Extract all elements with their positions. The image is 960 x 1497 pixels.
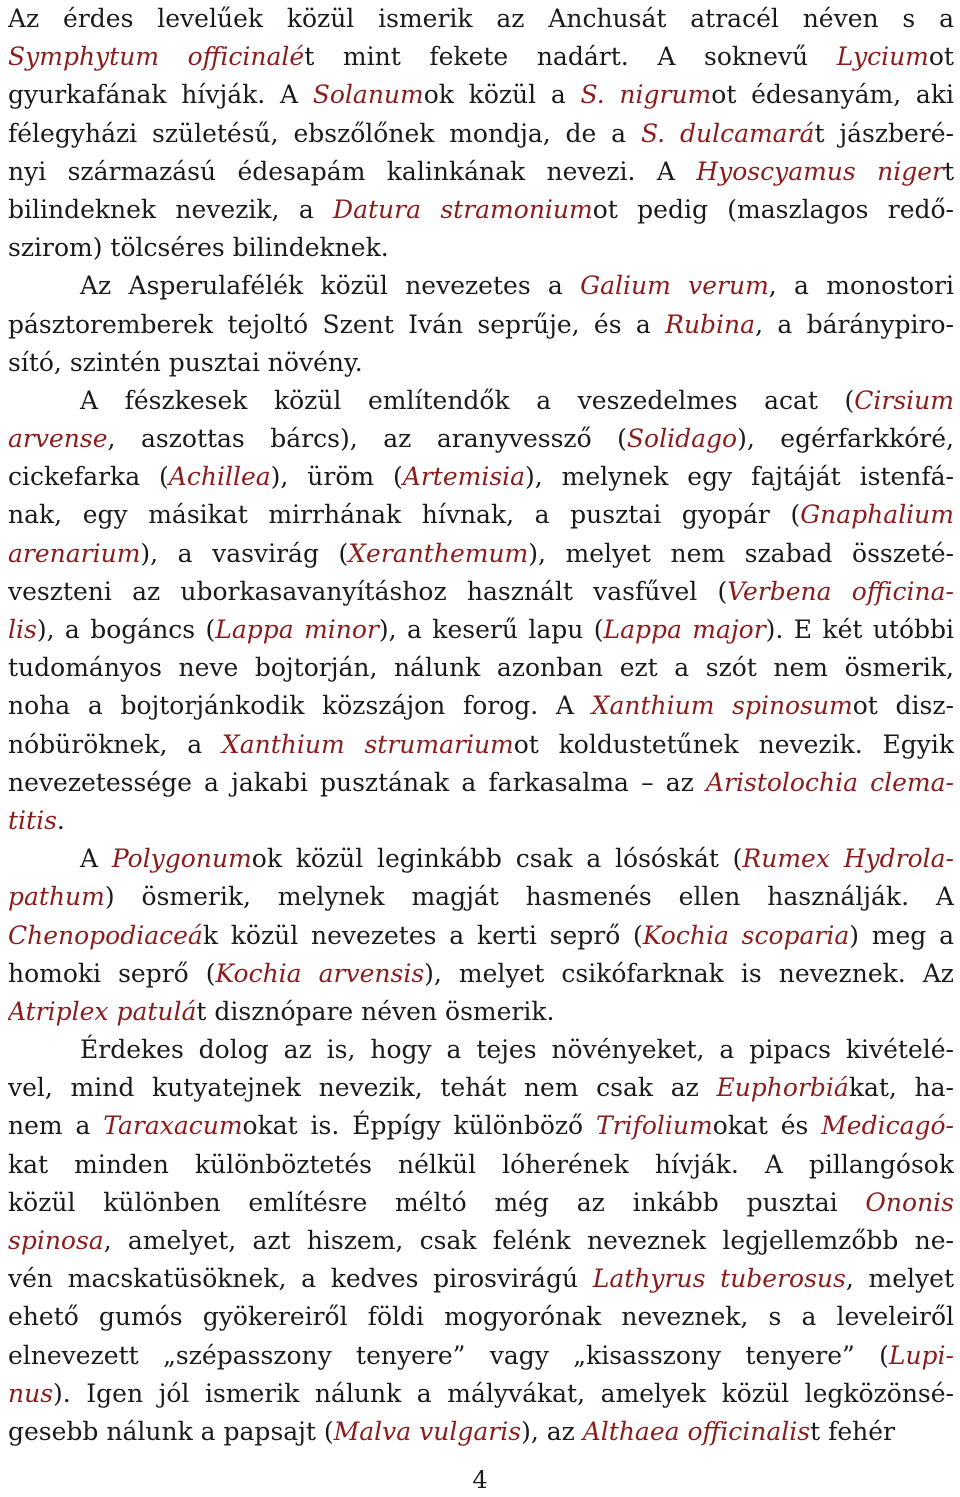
text-run: ). E két utóbbi	[765, 615, 954, 644]
text-run: ot disz-	[852, 691, 954, 721]
paragraph	[8, 840, 954, 1031]
text-run: ), melyet csikófarknak is neveznek. Az	[424, 958, 954, 988]
text-run: A fészkesek közül említendők a veszedelmes acat (	[80, 385, 855, 415]
latin-name: nus	[8, 1378, 54, 1408]
text-line	[8, 344, 954, 382]
latin-name: Symphytum officinalé	[8, 42, 305, 72]
text-line	[8, 802, 954, 840]
text-run: nyi származású édesapám kalinkának nevezi. A	[8, 156, 697, 186]
text-line	[8, 611, 954, 649]
latin-name: Trifolium	[595, 1111, 713, 1141]
document-page	[8, 0, 954, 1451]
text-run: ) ösmerik, melynek magját hasmenés ellen használják. A	[104, 882, 954, 912]
latin-name: arvense	[8, 424, 108, 454]
text-line	[8, 153, 954, 191]
latin-name: Lupi-	[888, 1340, 954, 1370]
latin-name: Xanthium strumarium	[221, 729, 514, 759]
latin-name: Chenopodiaceá	[8, 920, 203, 950]
latin-name: Malva vulgaris	[333, 1416, 522, 1446]
text-line	[8, 229, 954, 267]
text-run: t disznópare néven ösmerik.	[196, 996, 555, 1026]
text-line	[8, 1222, 954, 1260]
text-run: ). Igen jól ismerik nálunk a mályvákat, amelyek közül legközönsé-	[53, 1378, 954, 1408]
text-run: ), a bogáncs (	[36, 615, 216, 644]
latin-name: Verbena officina-	[727, 576, 954, 606]
latin-name: Xanthium spinosum	[591, 691, 853, 721]
latin-name: Cirsium	[854, 385, 954, 415]
text-line	[8, 0, 954, 38]
text-line	[8, 535, 954, 573]
text-run: , aszottas bárcs), az aranyvessző (	[107, 424, 627, 454]
text-run: nak, egy másikat mirrhának hívnak, a pusztai gyopár (	[8, 500, 801, 530]
latin-name: S. dulcamará	[640, 118, 815, 148]
text-run: cickefarka (	[8, 462, 169, 492]
text-run: félegyházi születésű, ebszőlőnek mondja, de a	[8, 118, 641, 148]
text-run: tudományos neve bojtorján, nálunk azonban ezt a szót nem ösmerik,	[8, 653, 954, 683]
latin-name: Achillea	[168, 462, 271, 492]
text-run: gyurkafának hívják. A	[8, 80, 313, 110]
text-line	[8, 458, 954, 496]
latin-name: Ononis	[865, 1187, 954, 1217]
text-line	[8, 917, 954, 955]
text-run: bilindeknek nevezik, a	[8, 194, 334, 224]
latin-name: Althaea officinalis	[582, 1416, 811, 1446]
text-run: ), a vasvirág (	[140, 538, 349, 568]
latin-name: Rumex Hydrola-	[742, 844, 954, 874]
text-run: szirom) tölcséres bilindeknek.	[8, 233, 389, 263]
text-run: sító, szintén pusztai növény.	[8, 347, 363, 377]
text-run: pásztoremberek tejoltó Szent Iván seprűje, és a	[8, 309, 666, 339]
text-line	[8, 573, 954, 611]
text-run: veszteni az uborkasavanyításhoz használt vasfűvel (	[8, 576, 728, 606]
latin-name: lis	[8, 615, 37, 644]
latin-name: Kochia arvensis	[215, 958, 425, 988]
latin-name: Medicagó-	[821, 1111, 954, 1141]
latin-name: Artemisia	[402, 462, 526, 492]
text-line	[8, 76, 954, 114]
text-line	[8, 840, 954, 878]
latin-name: Solidago	[626, 424, 738, 454]
latin-name: Rubina	[665, 309, 756, 339]
text-line	[8, 306, 954, 344]
text-run: ), melynek egy fajtáját istenfá-	[525, 462, 954, 492]
text-line	[8, 1146, 954, 1184]
latin-name: spinosa	[8, 1226, 104, 1255]
text-line	[8, 955, 954, 993]
text-run: gesebb nálunk a papsajt (	[8, 1416, 334, 1446]
latin-name: titis	[8, 805, 57, 835]
text-run: ok közül a	[423, 80, 581, 110]
latin-name: Lappa minor	[215, 615, 379, 644]
paragraph	[8, 0, 954, 267]
text-run: okat is. Éppígy különböző	[242, 1111, 596, 1141]
text-line	[8, 726, 954, 764]
text-run: ot édesanyám, aki	[711, 80, 954, 110]
text-run: ehető gumós gyökereiről földi mogyorónak neveznek, s a leveleiről	[8, 1302, 954, 1332]
latin-name: S. nigrum	[580, 80, 712, 110]
text-run: vén macskatüsöknek, a kedves pirosvirágú	[8, 1264, 593, 1294]
text-run: elnevezett „szépasszony tenyere” vagy „kisasszony tenyere” (	[8, 1340, 889, 1370]
text-run: .	[56, 805, 65, 835]
paragraph	[8, 382, 954, 840]
text-line	[8, 1107, 954, 1145]
latin-name: Lycium	[836, 42, 929, 72]
text-run: ), üröm (	[270, 462, 403, 492]
text-line	[8, 115, 954, 153]
text-line	[8, 1260, 954, 1298]
text-line	[8, 191, 954, 229]
text-line	[8, 267, 954, 305]
text-line	[8, 993, 954, 1031]
latin-name: Polygonum	[111, 844, 252, 874]
text-line	[8, 1413, 954, 1451]
latin-name: Aristolochia clema-	[706, 767, 954, 797]
latin-name: arenarium	[8, 538, 141, 568]
text-run: kat, ha-	[848, 1073, 954, 1103]
text-line	[8, 878, 954, 916]
latin-name: Euphorbiá	[716, 1073, 849, 1103]
text-run: ) meg a	[849, 920, 954, 950]
text-line	[8, 1375, 954, 1413]
latin-name: Hyoscyamus niger	[696, 156, 944, 186]
text-line	[8, 1337, 954, 1375]
text-run: ot koldustetűnek nevezik. Egyik	[513, 729, 954, 759]
text-run: nevezetessége a jakabi pusztának a farkasalma – az	[8, 767, 706, 797]
text-run: közül különben említésre méltó még az inkább pusztai	[8, 1187, 866, 1217]
text-line	[8, 649, 954, 687]
text-run: , melyet	[845, 1264, 954, 1294]
text-run: ot	[928, 42, 954, 72]
text-line	[8, 764, 954, 802]
text-line	[8, 382, 954, 420]
text-line	[8, 38, 954, 76]
latin-name: Xeranthemum	[348, 538, 529, 568]
text-run: vel, mind kutyatejnek nevezik, tehát nem csak az	[8, 1073, 717, 1103]
text-run: homoki seprő (	[8, 958, 216, 988]
paragraph	[8, 267, 954, 382]
text-line	[8, 1184, 954, 1222]
text-run: noha a bojtorjánkodik közszájon forog. A	[8, 691, 592, 721]
text-line	[8, 1298, 954, 1336]
paragraph	[8, 1031, 954, 1451]
text-run: ot pedig (maszlagos redő-	[592, 194, 954, 224]
latin-name: Datura stramonium	[333, 194, 593, 224]
text-run: okat és	[712, 1111, 822, 1141]
text-run: ), melyet nem szabad összeté-	[528, 538, 954, 568]
latin-name: Galium verum	[580, 271, 769, 301]
text-run: ), az	[521, 1416, 583, 1446]
text-run: nem a	[8, 1111, 104, 1141]
text-run: ), egérfarkkóré,	[737, 424, 954, 454]
text-run: kat minden különböztetés nélkül lóherének hívják. A pillangósok	[8, 1149, 954, 1179]
text-run: Az érdes levelűek közül ismerik az Anchusát atracél néven s a	[8, 4, 954, 33]
text-line	[8, 687, 954, 725]
latin-name: Lappa major	[603, 615, 766, 644]
text-run: Az Asperulafélék közül nevezetes a	[80, 271, 581, 301]
text-run: ), a keserű lapu (	[378, 615, 604, 644]
text-line	[8, 1031, 954, 1069]
text-run: t fehér	[810, 1416, 895, 1446]
latin-name: Lathyrus tuberosus	[592, 1264, 846, 1294]
text-run: t mint fekete nadárt. A soknevű	[304, 42, 837, 72]
text-run: , a báránypiro-	[755, 309, 954, 339]
page-number: 4	[472, 1466, 488, 1494]
text-run: ok közül leginkább csak a lósóskát (	[251, 844, 743, 874]
text-run: A	[80, 844, 112, 874]
text-run: , a monostori	[768, 271, 954, 301]
text-run: nóbüröknek, a	[8, 729, 222, 759]
latin-name: Atriplex patulá	[8, 996, 197, 1026]
text-run: Érdekes dolog az is, hogy a tejes növényeket, a pipacs kivételé-	[80, 1035, 954, 1065]
latin-name: Gnaphalium	[800, 500, 954, 530]
text-run: t jászberé-	[814, 118, 954, 148]
text-line	[8, 420, 954, 458]
text-run: , amelyet, azt hiszem, csak felénk neveznek legjellemzőbb ne-	[103, 1226, 954, 1255]
latin-name: Taraxacum	[103, 1111, 243, 1141]
text-line	[8, 496, 954, 534]
text-run: k közül nevezetes a kerti seprő (	[202, 920, 643, 950]
latin-name: Kochia scoparia	[642, 920, 850, 950]
latin-name: Solanum	[312, 80, 424, 110]
text-line	[8, 1069, 954, 1107]
text-run: t	[943, 156, 954, 186]
latin-name: pathum	[8, 882, 105, 912]
